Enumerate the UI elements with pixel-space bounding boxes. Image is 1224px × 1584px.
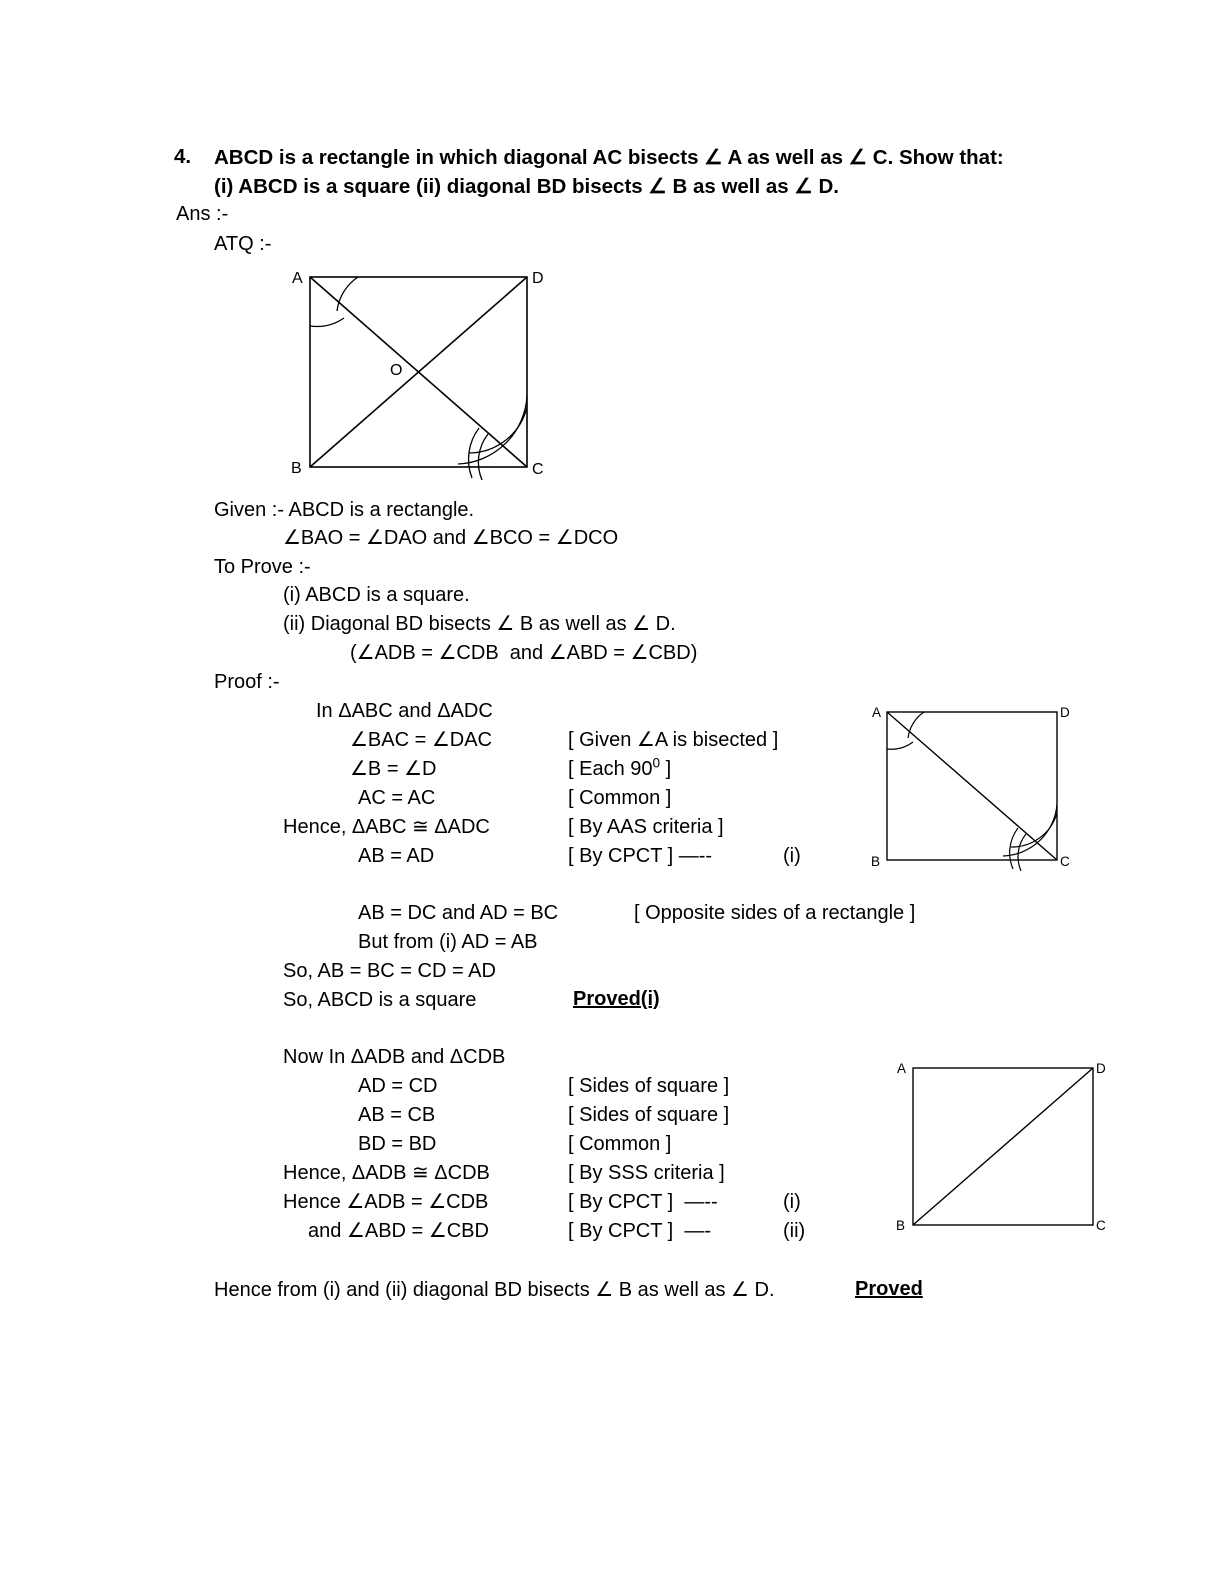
atq-label: ATQ :- bbox=[214, 233, 272, 255]
proof2-row5-statement: Hence ∠ADB = ∠CDB bbox=[283, 1191, 489, 1213]
proof2-row4-reason: [ By SSS criteria ] bbox=[568, 1162, 725, 1184]
proof2-row6-ref: (ii) bbox=[783, 1220, 806, 1242]
angle-arc-c-outer2 bbox=[1003, 804, 1057, 856]
question-line-1: ABCD is a rectangle in which diagonal AC bisects ∠ A as well as ∠ C. Show that: bbox=[214, 146, 1004, 169]
proof1-intro: In ΔABC and ΔADC bbox=[316, 700, 493, 722]
figure1-label-d: D bbox=[532, 270, 544, 287]
proof2-row3-reason: [ Common ] bbox=[568, 1133, 672, 1155]
figure2-label-d: D bbox=[1060, 705, 1070, 720]
proof1-row3-statement: AC = AC bbox=[358, 787, 436, 809]
diagonal-bd bbox=[913, 1068, 1093, 1225]
question-line-2: (i) ABCD is a square (ii) diagonal BD bisects ∠ B as well as ∠ D. bbox=[214, 175, 839, 198]
angle-arc-a-upper bbox=[337, 277, 358, 311]
answer-label: Ans :- bbox=[176, 203, 229, 225]
middle-line2: But from (i) AD = AB bbox=[358, 931, 538, 953]
figure3-label-d: D bbox=[1096, 1061, 1106, 1076]
proof2-row2-reason: [ Sides of square ] bbox=[568, 1104, 730, 1126]
figure-square-diagonal-bd bbox=[896, 1058, 1113, 1238]
figure-rectangle-diagonal-ac bbox=[871, 702, 1078, 874]
proof2-row1-statement: AD = CD bbox=[358, 1075, 438, 1097]
proof1-row2-statement: ∠B = ∠D bbox=[350, 758, 437, 780]
to-prove-item-2: (ii) Diagonal BD bisects ∠ B as well as ∠ D. bbox=[283, 613, 676, 635]
diagonal-ac bbox=[887, 712, 1057, 860]
middle-line3: So, AB = BC = CD = AD bbox=[283, 960, 496, 982]
proof1-row5-ref: (i) bbox=[783, 845, 801, 867]
proof1-row1-reason: [ Given ∠A is bisected ] bbox=[568, 729, 779, 751]
figure2-label-b: B bbox=[871, 854, 881, 869]
middle-line1-statement: AB = DC and AD = BC bbox=[358, 902, 559, 924]
to-prove-item-3: (∠ADB = ∠CDB and ∠ABD = ∠CBD) bbox=[350, 642, 698, 664]
figure2-label-c: C bbox=[1060, 854, 1070, 869]
figure1-label-o: O bbox=[390, 362, 403, 379]
given-heading: Given :- ABCD is a rectangle. bbox=[214, 499, 475, 521]
middle-line4: So, ABCD is a square bbox=[283, 989, 477, 1011]
figure3-label-a: A bbox=[897, 1061, 907, 1076]
proof1-row1-statement: ∠BAC = ∠DAC bbox=[350, 729, 493, 751]
figure1-label-a: A bbox=[292, 270, 303, 287]
proof2-row3-statement: BD = BD bbox=[358, 1133, 437, 1155]
proved-i-tag: Proved(i) bbox=[573, 988, 660, 1010]
to-prove-item-1: (i) ABCD is a square. bbox=[283, 584, 470, 606]
proof1-row4-statement: Hence, ΔABC ≅ ΔADC bbox=[283, 816, 490, 838]
conclusion-text: Hence from (i) and (ii) diagonal BD bisects ∠ B as well as ∠ D. bbox=[214, 1279, 775, 1301]
angle-arc-a-lower bbox=[887, 742, 913, 749]
angle-arc-c-inner bbox=[1010, 828, 1018, 869]
proof2-row1-reason: [ Sides of square ] bbox=[568, 1075, 730, 1097]
figure1-label-c: C bbox=[532, 461, 544, 478]
angle-arc-a-upper bbox=[908, 712, 924, 738]
proved-tag: Proved bbox=[855, 1278, 923, 1300]
proof2-row4-statement: Hence, ΔADB ≅ ΔCDB bbox=[283, 1162, 490, 1184]
angle-arc-c-outer bbox=[1011, 813, 1057, 847]
proof2-row6-reason: [ By CPCT ] —- bbox=[568, 1220, 711, 1242]
figure2-label-a: A bbox=[872, 705, 882, 720]
proof2-row5-ref: (i) bbox=[783, 1191, 801, 1213]
given-line: ∠BAO = ∠DAO and ∠BCO = ∠DCO bbox=[283, 527, 619, 549]
figure-rectangle-both-diagonals bbox=[291, 268, 550, 483]
proof1-row3-reason: [ Common ] bbox=[568, 787, 672, 809]
middle-line1-reason: [ Opposite sides of a rectangle ] bbox=[634, 902, 916, 924]
proof1-row5-reason: [ By CPCT ] —-- bbox=[568, 845, 713, 867]
proof1-row2-reason-head: [ Each 90 bbox=[568, 758, 653, 780]
proof2-intro: Now In ΔADB and ΔCDB bbox=[283, 1046, 506, 1068]
figure3-label-b: B bbox=[896, 1218, 906, 1233]
proof1-row2-reason bbox=[568, 755, 672, 780]
proof1-row5-statement: AB = AD bbox=[358, 845, 435, 867]
proof1-row2-reason-degree: 0 bbox=[652, 755, 661, 771]
to-prove-heading: To Prove :- bbox=[214, 556, 311, 578]
proof1-row2-reason-tail: ] bbox=[660, 758, 672, 780]
figure1-label-b: B bbox=[291, 460, 302, 477]
angle-arc-a-lower bbox=[310, 318, 344, 326]
proof2-row5-reason: [ By CPCT ] —-- bbox=[568, 1191, 718, 1213]
proof-heading: Proof :- bbox=[214, 671, 280, 693]
question-number: 4. bbox=[174, 145, 192, 168]
figure3-label-c: C bbox=[1096, 1218, 1106, 1233]
proof1-row4-reason: [ By AAS criteria ] bbox=[568, 816, 724, 838]
proof2-row2-statement: AB = CB bbox=[358, 1104, 436, 1126]
proof2-row6-statement: and ∠ABD = ∠CBD bbox=[308, 1220, 489, 1242]
